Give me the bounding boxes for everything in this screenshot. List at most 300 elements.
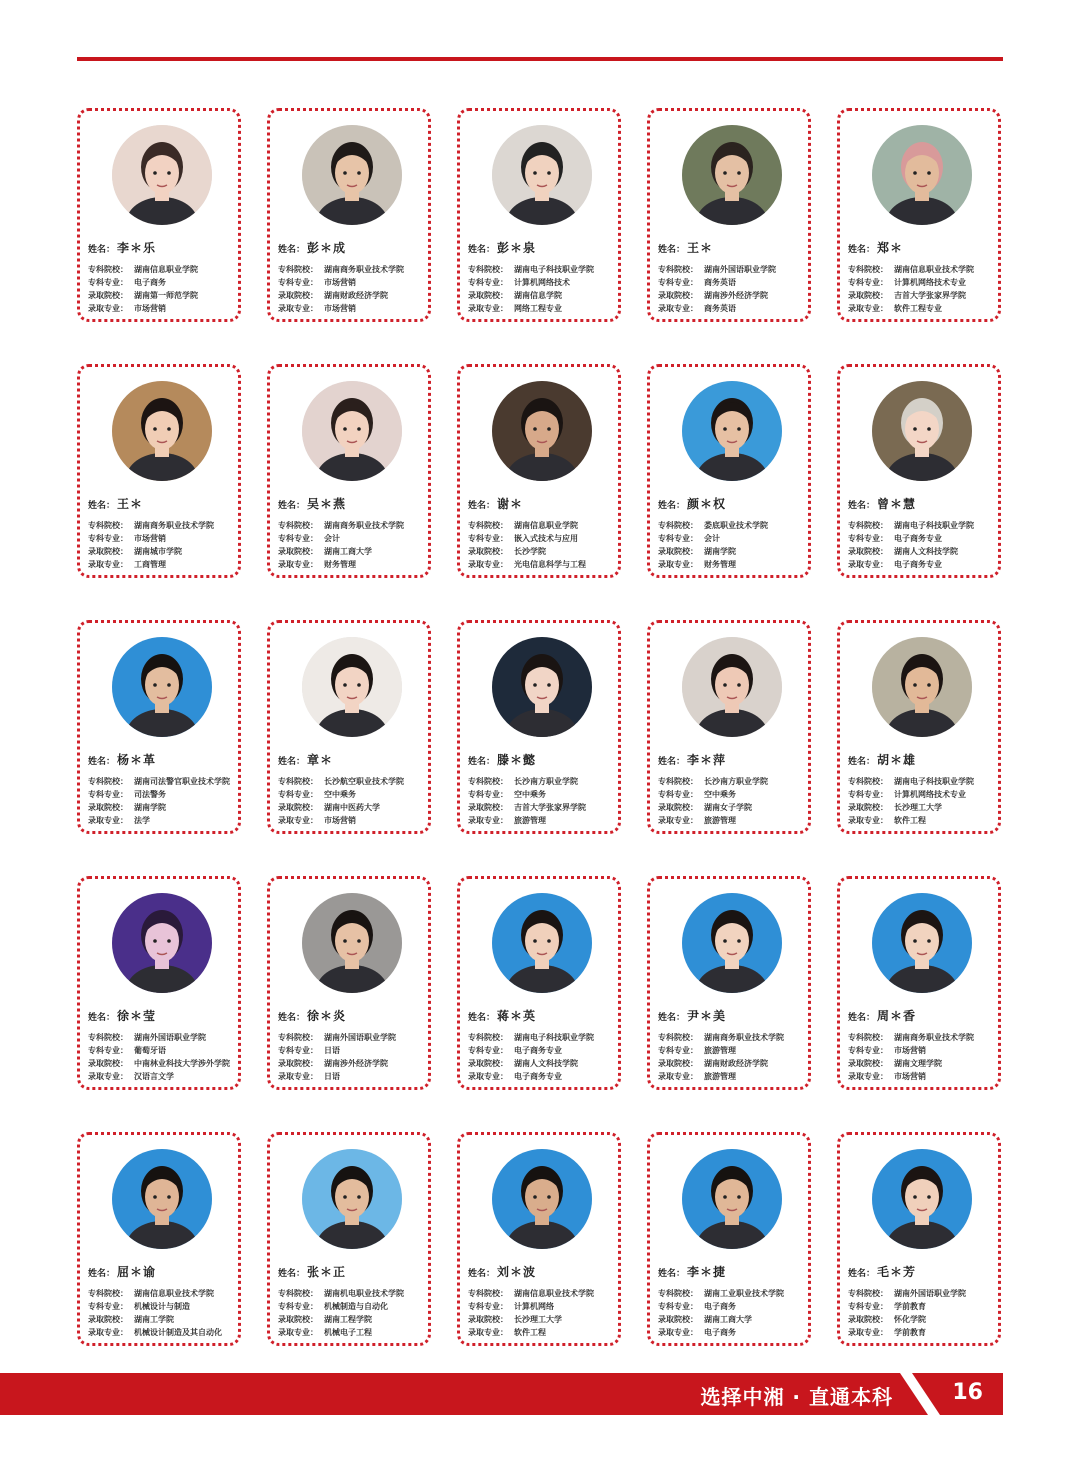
zk-school-row: [88, 519, 236, 532]
zk-major-label: 专科专业：: [468, 790, 508, 799]
student-photo: [112, 1149, 212, 1249]
lq-school-value: 中南林业科技大学涉外学院: [134, 1059, 230, 1068]
zk-school-value: 长沙南方职业学院: [704, 777, 768, 786]
zk-school-value: 湖南商务职业技术学院: [894, 1033, 974, 1042]
zk-school-row: [848, 263, 996, 276]
student-name: 张＊正: [307, 1265, 347, 1279]
lq-school-row: [468, 1313, 616, 1326]
lq-major-value: 机械设计制造及其自动化: [134, 1328, 222, 1337]
lq-major-value: 法学: [134, 816, 150, 825]
lq-major-value: 电子商务专业: [894, 560, 942, 569]
zk-major-value: 空中乘务: [514, 790, 546, 799]
lq-school-label: 录取院校：: [468, 803, 508, 812]
zk-school-value: 湖南机电职业技术学院: [324, 1289, 404, 1298]
student-name: 王＊: [117, 497, 144, 511]
lq-major-value: 市场营销: [134, 304, 166, 313]
lq-school-row: [658, 801, 806, 814]
zk-school-value: 湖南信息职业技术学院: [134, 1289, 214, 1298]
lq-school-label: 录取院校：: [278, 803, 318, 812]
zk-major-label: 专科专业：: [658, 1302, 698, 1311]
zk-major-label: 专科专业：: [658, 278, 698, 287]
zk-school-label: 专科院校：: [848, 1033, 888, 1042]
zk-school-value: 湖南外国语职业学院: [704, 265, 776, 274]
zk-major-value: 会计: [324, 534, 340, 543]
zk-major-row: [658, 1300, 806, 1313]
zk-school-label: 专科院校：: [468, 521, 508, 530]
lq-major-label: 录取专业：: [468, 304, 508, 313]
zk-major-value: 电子商务: [704, 1302, 736, 1311]
student-card: [457, 876, 621, 1090]
zk-major-row: [658, 532, 806, 545]
lq-major-value: 网络工程专业: [514, 304, 562, 313]
student-name: 胡＊雄: [877, 753, 917, 767]
zk-major-row: [88, 788, 236, 801]
zk-major-row: [278, 1044, 426, 1057]
zk-school-value: 娄底职业技术学院: [704, 521, 768, 530]
name-label: 姓名：: [658, 245, 686, 255]
zk-major-row: [468, 1300, 616, 1313]
footer-bar: [0, 1373, 1003, 1415]
name-label: 姓名：: [88, 501, 116, 511]
zk-school-row: [658, 263, 806, 276]
zk-school-value: 长沙南方职业学院: [514, 777, 578, 786]
zk-major-row: [658, 788, 806, 801]
lq-school-label: 录取院校：: [468, 547, 508, 556]
student-name: 李＊捷: [687, 1265, 727, 1279]
student-photo: [492, 381, 592, 481]
lq-major-label: 录取专业：: [468, 816, 508, 825]
footer-slogan: 选择中湘 · 直通本科: [700, 1385, 893, 1409]
lq-school-row: [88, 289, 236, 302]
student-photo: [682, 893, 782, 993]
lq-major-value: 旅游管理: [704, 816, 736, 825]
lq-school-value: 湖南财政经济学院: [324, 291, 388, 300]
lq-school-row: [278, 1057, 426, 1070]
student-photo: [302, 125, 402, 225]
student-card: [647, 364, 811, 578]
lq-school-value: 湖南女子学院: [704, 803, 752, 812]
zk-major-label: 专科专业：: [278, 790, 318, 799]
lq-major-value: 软件工程: [894, 816, 926, 825]
student-card: [77, 1132, 241, 1346]
lq-school-label: 录取院校：: [278, 291, 318, 300]
lq-major-label: 录取专业：: [848, 304, 888, 313]
lq-major-row: [848, 1070, 996, 1083]
zk-major-row: [278, 1300, 426, 1313]
zk-school-row: [278, 1287, 426, 1300]
lq-school-row: [658, 289, 806, 302]
student-photo: [112, 637, 212, 737]
lq-major-label: 录取专业：: [658, 1328, 698, 1337]
lq-school-label: 录取院校：: [88, 1315, 128, 1324]
lq-major-value: 日语: [324, 1072, 340, 1081]
student-name: 刘＊波: [497, 1265, 537, 1279]
student-name: 屈＊谕: [117, 1265, 157, 1279]
zk-school-row: [278, 263, 426, 276]
student-name: 郑＊: [877, 241, 904, 255]
lq-major-row: [278, 1326, 426, 1339]
zk-major-value: 市场营销: [894, 1046, 926, 1055]
lq-major-value: 旅游管理: [704, 1072, 736, 1081]
lq-major-value: 学前教育: [894, 1328, 926, 1337]
student-name-line: [468, 1007, 616, 1024]
name-label: 姓名：: [658, 501, 686, 511]
lq-school-label: 录取院校：: [658, 1315, 698, 1324]
zk-school-row: [658, 519, 806, 532]
lq-school-value: 湖南涉外经济学院: [704, 291, 768, 300]
zk-school-row: [468, 775, 616, 788]
student-name: 曾＊慧: [877, 497, 917, 511]
lq-school-label: 录取院校：: [88, 803, 128, 812]
lq-major-row: [278, 558, 426, 571]
student-name-line: [278, 1007, 426, 1024]
zk-major-label: 专科专业：: [468, 534, 508, 543]
zk-major-label: 专科专业：: [88, 1046, 128, 1055]
student-name: 彭＊成: [307, 241, 347, 255]
student-photo: [302, 893, 402, 993]
name-label: 姓名：: [88, 757, 116, 767]
lq-major-value: 机械电子工程: [324, 1328, 372, 1337]
student-photo: [872, 893, 972, 993]
zk-major-row: [468, 1044, 616, 1057]
zk-school-label: 专科院校：: [848, 265, 888, 274]
zk-major-value: 空中乘务: [704, 790, 736, 799]
name-label: 姓名：: [468, 1013, 496, 1023]
lq-school-label: 录取院校：: [658, 1059, 698, 1068]
student-card: [647, 876, 811, 1090]
student-name-line: [658, 239, 806, 256]
name-label: 姓名：: [278, 1013, 306, 1023]
student-photo: [492, 637, 592, 737]
student-photo: [112, 125, 212, 225]
lq-major-value: 汉语言文学: [134, 1072, 174, 1081]
student-card: [77, 108, 241, 322]
lq-major-label: 录取专业：: [88, 1072, 128, 1081]
zk-school-label: 专科院校：: [468, 1033, 508, 1042]
student-photo: [302, 381, 402, 481]
student-name-line: [278, 239, 426, 256]
student-card: [647, 108, 811, 322]
zk-school-value: 湖南司法警官职业技术学院: [134, 777, 230, 786]
lq-major-row: [468, 814, 616, 827]
zk-major-value: 学前教育: [894, 1302, 926, 1311]
zk-major-row: [468, 276, 616, 289]
name-label: 姓名：: [658, 1269, 686, 1279]
lq-school-row: [88, 1313, 236, 1326]
lq-major-value: 旅游管理: [514, 816, 546, 825]
zk-school-value: 湖南电子科技职业学院: [894, 521, 974, 530]
student-name-line: [658, 1007, 806, 1024]
lq-major-label: 录取专业：: [88, 816, 128, 825]
zk-school-value: 湖南电子科技职业学院: [894, 777, 974, 786]
lq-school-label: 录取院校：: [848, 1059, 888, 1068]
name-label: 姓名：: [848, 757, 876, 767]
zk-school-label: 专科院校：: [848, 521, 888, 530]
lq-major-row: [658, 1070, 806, 1083]
lq-major-row: [468, 558, 616, 571]
zk-major-row: [848, 532, 996, 545]
zk-school-row: [88, 1287, 236, 1300]
student-card: [457, 108, 621, 322]
student-name-line: [468, 239, 616, 256]
lq-school-value: 湖南学院: [134, 803, 166, 812]
zk-major-value: 机械制造与自动化: [324, 1302, 388, 1311]
lq-major-value: 电子商务专业: [514, 1072, 562, 1081]
student-name: 周＊香: [877, 1009, 917, 1023]
student-name-line: [88, 1007, 236, 1024]
zk-school-value: 湖南信息职业技术学院: [894, 265, 974, 274]
student-name-line: [88, 751, 236, 768]
student-name-line: [848, 1263, 996, 1280]
student-photo: [302, 1149, 402, 1249]
lq-major-label: 录取专业：: [848, 560, 888, 569]
lq-major-value: 市场营销: [324, 816, 356, 825]
lq-school-value: 湖南中医药大学: [324, 803, 380, 812]
zk-school-row: [468, 263, 616, 276]
name-label: 姓名：: [88, 245, 116, 255]
zk-major-row: [658, 276, 806, 289]
lq-school-value: 湖南学院: [704, 547, 736, 556]
lq-major-label: 录取专业：: [848, 816, 888, 825]
lq-school-value: 湖南工程学院: [324, 1315, 372, 1324]
lq-school-label: 录取院校：: [468, 291, 508, 300]
zk-major-label: 专科专业：: [88, 1302, 128, 1311]
lq-major-value: 软件工程: [514, 1328, 546, 1337]
lq-school-value: 湖南城市学院: [134, 547, 182, 556]
zk-major-label: 专科专业：: [658, 534, 698, 543]
zk-major-value: 旅游管理: [704, 1046, 736, 1055]
lq-major-row: [88, 558, 236, 571]
zk-school-value: 湖南信息职业学院: [134, 265, 198, 274]
zk-school-value: 湖南信息职业技术学院: [514, 1289, 594, 1298]
lq-school-value: 长沙学院: [514, 547, 546, 556]
zk-major-value: 商务英语: [704, 278, 736, 287]
zk-major-label: 专科专业：: [278, 1302, 318, 1311]
student-name: 吴＊燕: [307, 497, 347, 511]
name-label: 姓名：: [848, 501, 876, 511]
lq-major-label: 录取专业：: [848, 1328, 888, 1337]
zk-school-row: [278, 775, 426, 788]
lq-major-label: 录取专业：: [658, 1072, 698, 1081]
zk-school-value: 湖南电子科技职业学院: [514, 265, 594, 274]
lq-school-row: [848, 289, 996, 302]
name-label: 姓名：: [468, 1269, 496, 1279]
student-grid: [77, 108, 1003, 1348]
student-name-line: [658, 495, 806, 512]
name-label: 姓名：: [848, 1013, 876, 1023]
student-name: 毛＊芳: [877, 1265, 917, 1279]
lq-major-label: 录取专业：: [468, 1072, 508, 1081]
lq-major-value: 软件工程专业: [894, 304, 942, 313]
zk-major-label: 专科专业：: [848, 1046, 888, 1055]
name-label: 姓名：: [848, 245, 876, 255]
lq-school-label: 录取院校：: [848, 291, 888, 300]
zk-school-row: [278, 519, 426, 532]
lq-major-row: [658, 302, 806, 315]
student-name: 徐＊炎: [307, 1009, 347, 1023]
zk-major-value: 市场营销: [134, 534, 166, 543]
student-name: 李＊萍: [687, 753, 727, 767]
name-label: 姓名：: [658, 757, 686, 767]
lq-major-label: 录取专业：: [278, 560, 318, 569]
lq-major-row: [88, 814, 236, 827]
zk-major-value: 机械设计与制造: [134, 1302, 190, 1311]
student-name: 谢＊: [497, 497, 524, 511]
zk-major-label: 专科专业：: [278, 534, 318, 543]
lq-school-value: 湖南文理学院: [894, 1059, 942, 1068]
student-photo: [682, 125, 782, 225]
student-card: [837, 876, 1001, 1090]
lq-school-row: [848, 1313, 996, 1326]
lq-school-value: 长沙理工大学: [894, 803, 942, 812]
zk-school-row: [88, 1031, 236, 1044]
zk-major-value: 日语: [324, 1046, 340, 1055]
zk-major-row: [848, 276, 996, 289]
student-card: [267, 364, 431, 578]
lq-major-row: [88, 1326, 236, 1339]
zk-major-label: 专科专业：: [658, 1046, 698, 1055]
lq-major-label: 录取专业：: [468, 1328, 508, 1337]
zk-school-row: [848, 1287, 996, 1300]
lq-school-row: [658, 1057, 806, 1070]
student-photo: [492, 1149, 592, 1249]
lq-major-row: [658, 558, 806, 571]
student-photo: [682, 637, 782, 737]
zk-major-value: 空中乘务: [324, 790, 356, 799]
lq-school-row: [278, 289, 426, 302]
lq-school-label: 录取院校：: [468, 1315, 508, 1324]
zk-major-label: 专科专业：: [278, 1046, 318, 1055]
student-name-line: [278, 1263, 426, 1280]
student-photo: [872, 125, 972, 225]
zk-school-label: 专科院校：: [88, 521, 128, 530]
student-photo: [112, 893, 212, 993]
zk-school-label: 专科院校：: [658, 265, 698, 274]
student-name-line: [468, 751, 616, 768]
student-photo: [492, 893, 592, 993]
lq-major-label: 录取专业：: [278, 304, 318, 313]
student-name-line: [848, 1007, 996, 1024]
lq-major-value: 财务管理: [324, 560, 356, 569]
zk-major-row: [88, 1300, 236, 1313]
zk-school-label: 专科院校：: [278, 777, 318, 786]
zk-major-value: 计算机网络: [514, 1302, 554, 1311]
zk-school-label: 专科院校：: [88, 1289, 128, 1298]
zk-school-label: 专科院校：: [658, 1033, 698, 1042]
lq-major-label: 录取专业：: [88, 304, 128, 313]
student-name-line: [278, 751, 426, 768]
lq-major-row: [848, 1326, 996, 1339]
lq-major-label: 录取专业：: [468, 560, 508, 569]
zk-school-row: [658, 1287, 806, 1300]
zk-major-label: 专科专业：: [658, 790, 698, 799]
lq-major-label: 录取专业：: [278, 816, 318, 825]
student-name-line: [848, 239, 996, 256]
zk-major-label: 专科专业：: [848, 278, 888, 287]
student-card: [267, 620, 431, 834]
zk-school-row: [88, 775, 236, 788]
lq-school-label: 录取院校：: [88, 1059, 128, 1068]
zk-school-value: 湖南商务职业技术学院: [324, 521, 404, 530]
zk-major-value: 葡萄牙语: [134, 1046, 166, 1055]
student-card: [837, 620, 1001, 834]
lq-major-value: 市场营销: [894, 1072, 926, 1081]
zk-major-label: 专科专业：: [88, 534, 128, 543]
student-card: [77, 876, 241, 1090]
student-card: [267, 876, 431, 1090]
name-label: 姓名：: [278, 501, 306, 511]
name-label: 姓名：: [278, 1269, 306, 1279]
student-name-line: [88, 1263, 236, 1280]
zk-school-value: 长沙航空职业技术学院: [324, 777, 404, 786]
zk-major-row: [468, 788, 616, 801]
lq-school-row: [848, 545, 996, 558]
student-name: 彭＊泉: [497, 241, 537, 255]
lq-major-row: [88, 1070, 236, 1083]
zk-school-label: 专科院校：: [468, 1289, 508, 1298]
zk-school-value: 湖南外国语职业学院: [894, 1289, 966, 1298]
zk-major-label: 专科专业：: [848, 790, 888, 799]
lq-school-value: 湖南工学院: [134, 1315, 174, 1324]
student-card: [837, 364, 1001, 578]
lq-school-label: 录取院校：: [278, 1315, 318, 1324]
lq-school-value: 长沙理工大学: [514, 1315, 562, 1324]
zk-major-label: 专科专业：: [88, 278, 128, 287]
lq-major-row: [848, 558, 996, 571]
lq-school-value: 湖南财政经济学院: [704, 1059, 768, 1068]
zk-major-label: 专科专业：: [278, 278, 318, 287]
student-name: 王＊: [687, 241, 714, 255]
zk-major-value: 嵌入式技术与应用: [514, 534, 578, 543]
lq-major-label: 录取专业：: [848, 1072, 888, 1081]
lq-major-row: [278, 1070, 426, 1083]
zk-school-label: 专科院校：: [468, 777, 508, 786]
zk-major-label: 专科专业：: [468, 1046, 508, 1055]
name-label: 姓名：: [88, 1013, 116, 1023]
lq-school-row: [278, 1313, 426, 1326]
student-photo: [872, 1149, 972, 1249]
name-label: 姓名：: [468, 757, 496, 767]
lq-major-row: [658, 814, 806, 827]
top-divider: [77, 57, 1003, 61]
zk-school-value: 湖南外国语职业学院: [324, 1033, 396, 1042]
lq-major-label: 录取专业：: [658, 304, 698, 313]
lq-major-row: [658, 1326, 806, 1339]
lq-school-row: [278, 545, 426, 558]
zk-school-value: 湖南工业职业技术学院: [704, 1289, 784, 1298]
zk-major-row: [278, 532, 426, 545]
name-label: 姓名：: [278, 245, 306, 255]
zk-school-label: 专科院校：: [658, 1289, 698, 1298]
student-photo: [872, 637, 972, 737]
name-label: 姓名：: [278, 757, 306, 767]
student-name: 徐＊莹: [117, 1009, 157, 1023]
zk-school-label: 专科院校：: [658, 777, 698, 786]
lq-major-label: 录取专业：: [658, 816, 698, 825]
lq-school-value: 湖南人文科技学院: [894, 547, 958, 556]
zk-major-row: [848, 1300, 996, 1313]
student-card: [837, 1132, 1001, 1346]
student-name: 章＊: [307, 753, 334, 767]
student-card: [457, 364, 621, 578]
student-name-line: [278, 495, 426, 512]
zk-major-label: 专科专业：: [848, 534, 888, 543]
lq-major-row: [88, 302, 236, 315]
zk-major-value: 司法警务: [134, 790, 166, 799]
zk-major-row: [848, 788, 996, 801]
zk-school-label: 专科院校：: [848, 777, 888, 786]
lq-school-label: 录取院校：: [658, 291, 698, 300]
